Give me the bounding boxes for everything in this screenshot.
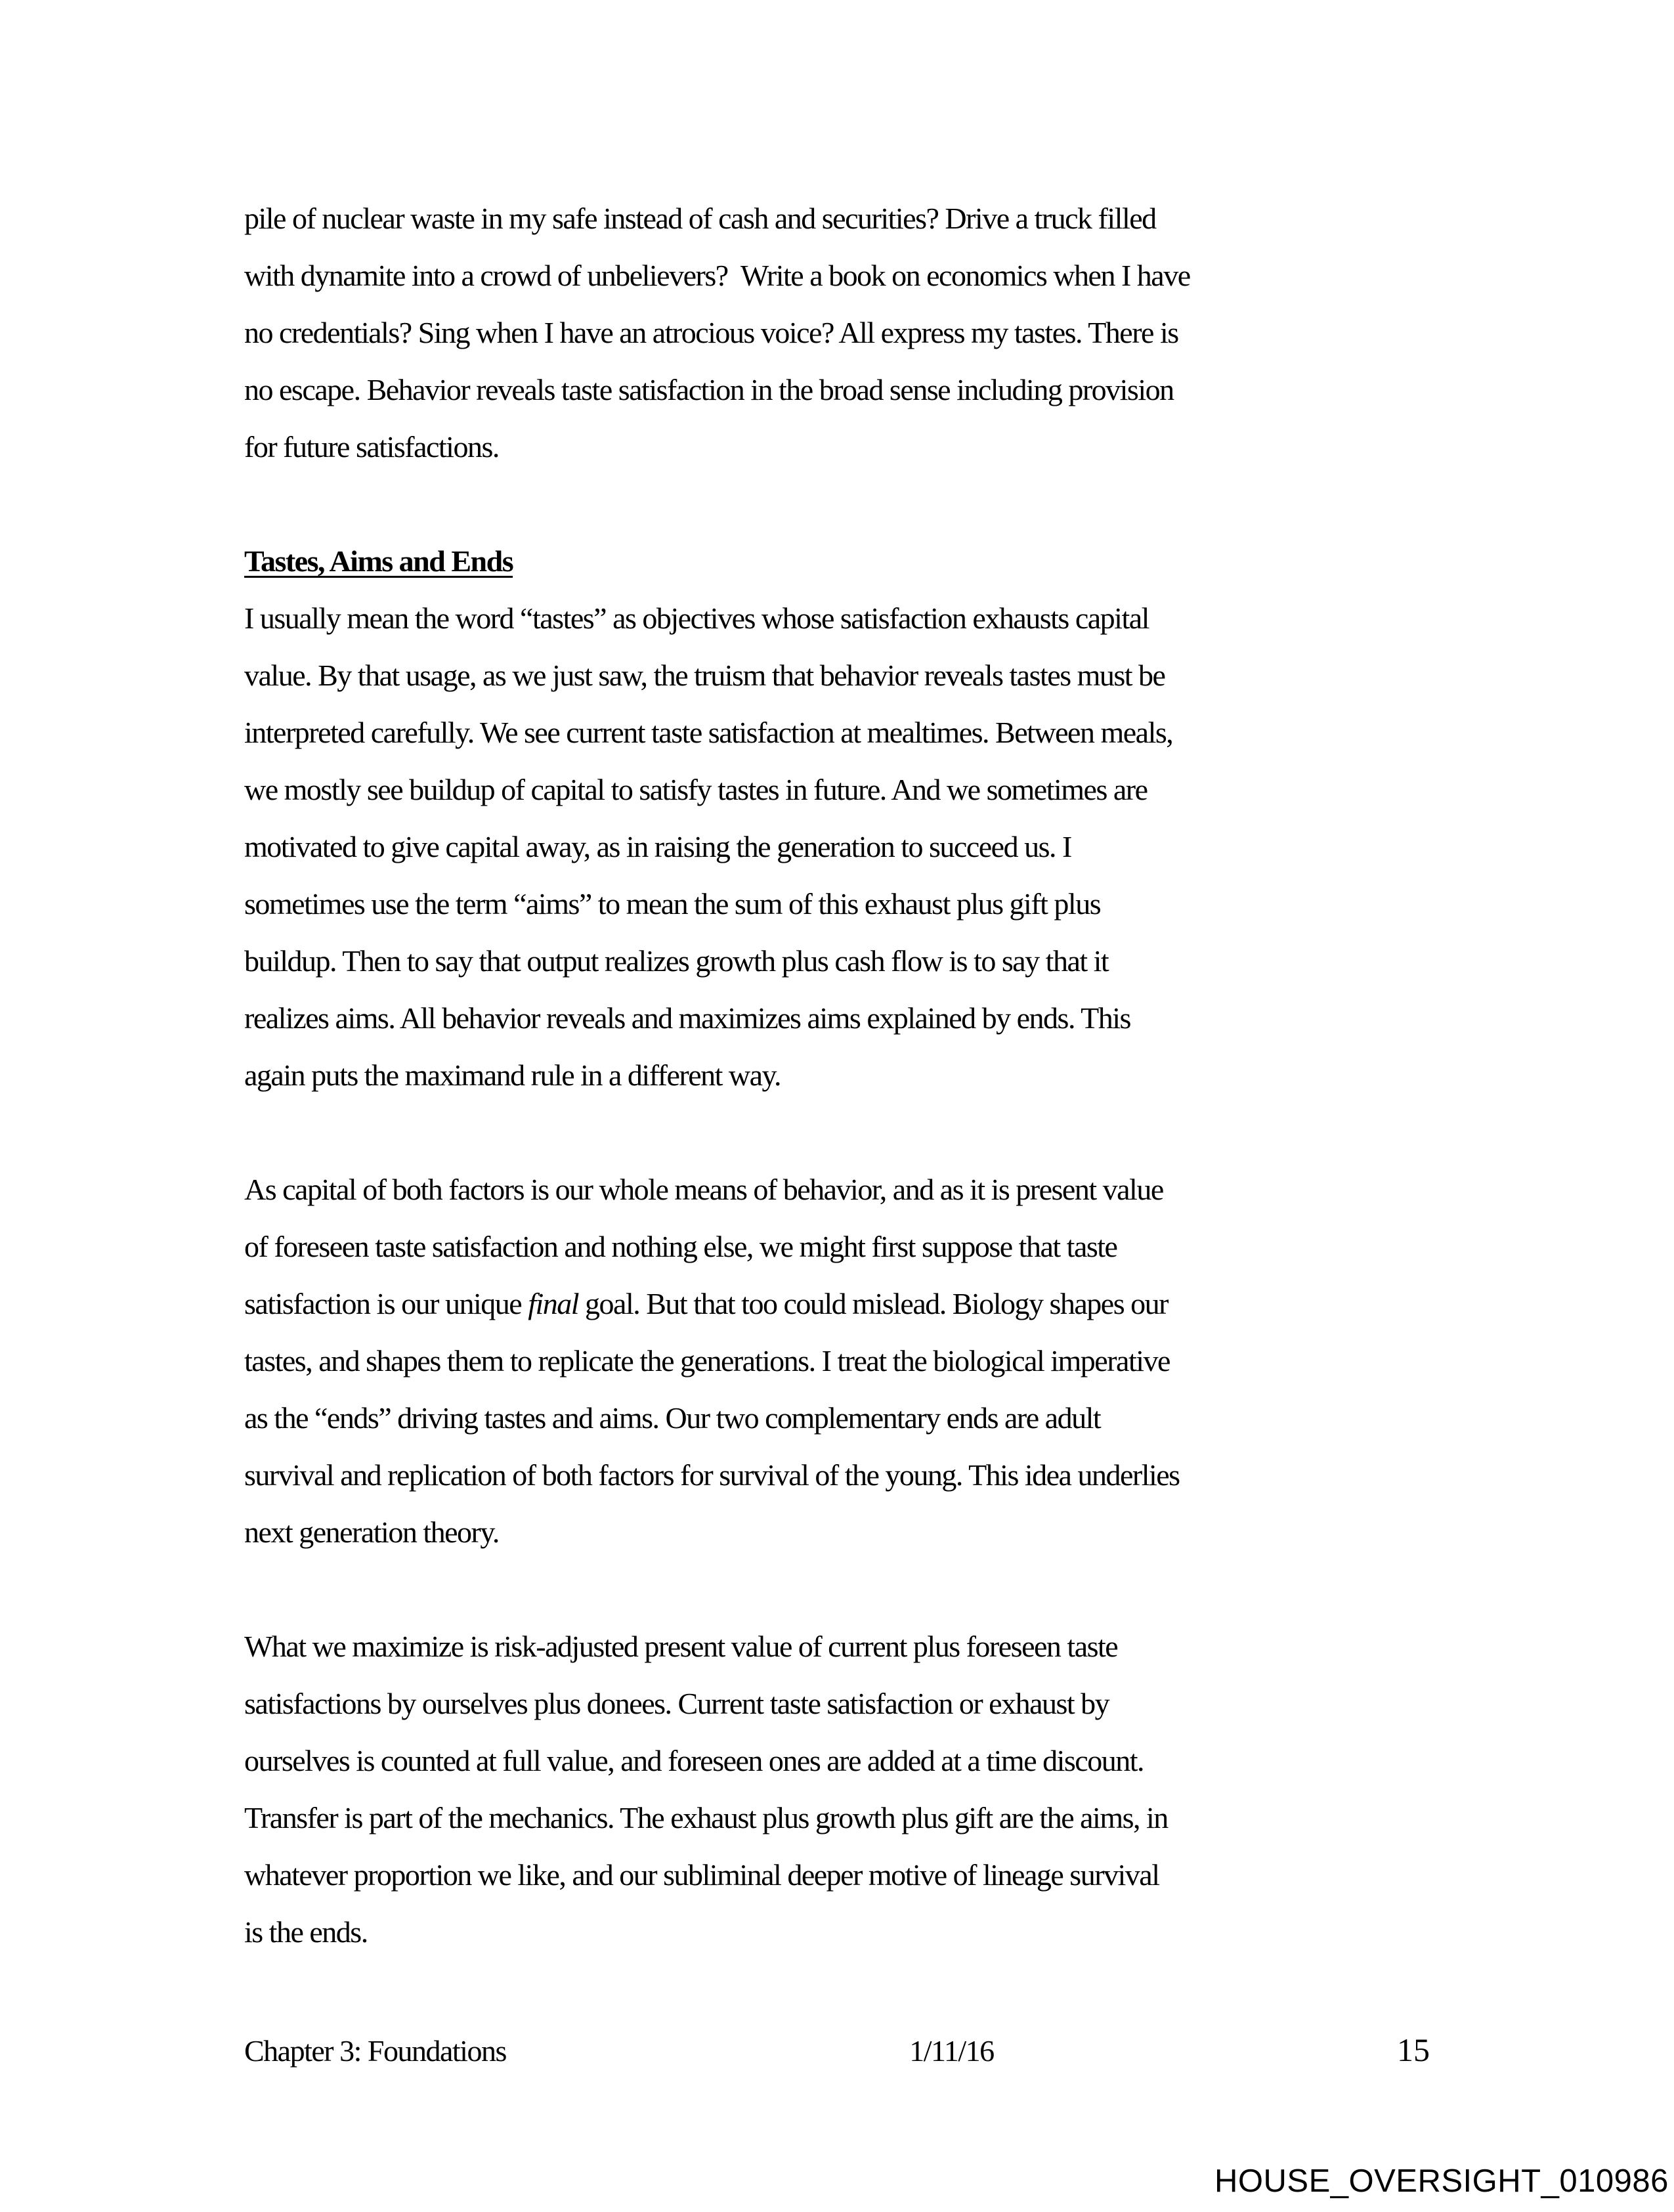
text-line: tastes, and shapes them to replicate the generations. I treat the biological imperative <box>244 1344 1170 1377</box>
section-heading <box>244 532 513 590</box>
text-line: interpreted carefully. We see current taste satisfaction at mealtimes. Between meals, <box>244 716 1173 749</box>
text-line: pile of nuclear waste in my safe instead of cash and securities? Drive a truck filled <box>244 202 1156 235</box>
text-line: buildup. Then to say that output realizes growth plus cash flow is to say that it <box>244 944 1109 978</box>
text-line: no credentials? Sing when I have an atrocious voice? All express my tastes. There is <box>244 316 1178 349</box>
text-line: next generation theory. <box>244 1515 499 1549</box>
footer-date: 1/11/16 <box>909 2034 994 2068</box>
text-line: value. By that usage, as we just saw, the truism that behavior reveals tastes must be <box>244 659 1165 692</box>
text-line: motivated to give capital away, as in raising the generation to succeed us. I <box>244 830 1071 863</box>
text-line: we mostly see buildup of capital to satisfy tastes in future. And we sometimes are <box>244 773 1148 806</box>
text-line: as the “ends” driving tastes and aims. Our two complementary ends are adult <box>244 1401 1101 1435</box>
text-line: again puts the maximand rule in a different way. <box>244 1058 781 1092</box>
text-line: What we maximize is risk-adjusted present value of current plus foreseen taste <box>244 1630 1118 1663</box>
text-line <box>244 1275 1180 1332</box>
page-footer <box>244 2022 1430 2079</box>
text-line: is the ends. <box>244 1915 368 1949</box>
text-line: with dynamite into a crowd of unbelievers? Write a book on economics when I have <box>244 259 1190 292</box>
footer-chapter-label: Chapter 3: Foundations <box>244 2034 506 2068</box>
paragraph-3 <box>244 1161 1180 1561</box>
section-heading-text: Tastes, Aims and Ends <box>244 544 513 578</box>
text-line: realizes aims. All behavior reveals and maximizes aims explained by ends. This <box>244 1001 1130 1035</box>
text-line: for future satisfactions. <box>244 430 499 464</box>
text-run: satisfaction is our unique <box>244 1287 528 1320</box>
text-line: ourselves is counted at full value, and foreseen ones are added at a time discount. <box>244 1744 1144 1777</box>
italic-word: final <box>528 1287 579 1320</box>
bates-number-watermark: HOUSE_OVERSIGHT_010986 <box>1214 2163 1669 2199</box>
text-line: survival and replication of both factors for survival of the young. This idea underlies <box>244 1458 1180 1492</box>
paragraph-2 <box>244 590 1172 1104</box>
text-line: As capital of both factors is our whole means of behavior, and as it is present value <box>244 1173 1163 1206</box>
text-line: of foreseen taste satisfaction and nothing else, we might first suppose that taste <box>244 1230 1117 1263</box>
text-line: satisfactions by ourselves plus donees. Current taste satisfaction or exhaust by <box>244 1687 1109 1720</box>
footer-page-number: 15 <box>1397 2031 1430 2068</box>
paragraph-4 <box>244 1618 1168 1961</box>
text-line: I usually mean the word “tastes” as objectives whose satisfaction exhausts capital <box>244 601 1149 635</box>
text-line: whatever proportion we like, and our subliminal deeper motive of lineage survival <box>244 1858 1159 1892</box>
text-line: Transfer is part of the mechanics. The exhaust plus growth plus gift are the aims, in <box>244 1801 1168 1834</box>
paragraph-1 <box>244 190 1190 475</box>
text-line: sometimes use the term “aims” to mean the sum of this exhaust plus gift plus <box>244 887 1101 921</box>
text-line: no escape. Behavior reveals taste satisfaction in the broad sense including provision <box>244 373 1174 406</box>
text-run: goal. But that too could mislead. Biology shapes our <box>578 1287 1168 1320</box>
